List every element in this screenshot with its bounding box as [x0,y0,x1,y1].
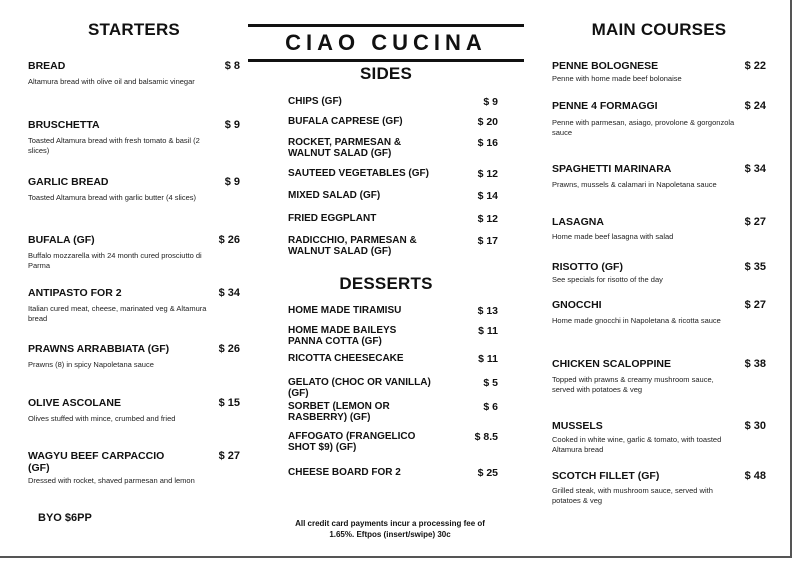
item-price: $ 13 [477,305,498,317]
item-price: $ 9 [483,96,498,108]
item-price: $ 48 [744,470,766,482]
item-name: CHIPS (GF) [288,96,342,107]
item-price: $ 26 [218,343,240,355]
item-price: $ 27 [218,450,240,462]
item-price: $ 5 [483,377,498,389]
item-name: GNOCCHI [552,299,602,311]
item-description: Grilled steak, with mushroom sauce, served with potatoes & veg [552,486,713,505]
main-item [552,100,766,138]
item-name: BUFALA (GF) [28,234,95,246]
item-name: OLIVE ASCOLANE [28,397,121,409]
main-item [552,163,766,190]
main-item [552,420,766,455]
starter-item [28,397,240,424]
sides-heading: SIDES [359,64,413,83]
item-name: GELATO (CHOC OR VANILLA) (GF) [288,377,431,399]
side-item [288,137,498,159]
item-price: $ 34 [218,287,240,299]
item-description: Penne with parmesan, asiago, provolone & gorgonzola sauce [552,118,735,137]
side-item [288,213,498,224]
item-price: $ 8 [224,60,240,72]
starter-item [28,287,240,324]
item-price: $ 30 [744,420,766,432]
main-item [552,299,766,326]
item-name: PRAWNS ARRABBIATA (GF) [28,343,170,355]
item-price: $ 8.5 [474,431,498,443]
byo-note: BYO $6PP [38,512,92,524]
item-price: $ 24 [744,100,766,112]
item-price: $ 38 [744,358,766,370]
starter-item [28,60,240,87]
item-name: SORBET (LEMON OR RASBERRY) (GF) [288,401,390,423]
item-description: Italian cured meat, cheese, marinated veg & Altamura bread [28,304,207,323]
item-price: $ 15 [218,397,240,409]
item-name: BREAD [28,60,66,72]
item-name: BUFALA CAPRESE (GF) [288,116,403,127]
side-item [288,96,498,107]
item-name: RISOTTO (GF) [552,261,623,273]
item-name: MIXED SALAD (GF) [288,190,381,201]
main-item [552,358,766,395]
item-price: $ 16 [477,137,498,149]
item-name: AFFOGATO (FRANGELICO SHOT $9) (GF) [288,431,416,453]
item-name: HOME MADE BAILEYS PANNA COTTA (GF) [288,325,397,347]
item-name: CHICKEN SCALOPPINE [552,358,672,370]
dessert-item [288,353,498,364]
item-name: SAUTEED VEGETABLES (GF) [288,168,429,179]
side-item [288,168,498,179]
item-name: BRUSCHETTA [28,119,100,131]
item-price: $ 34 [744,163,766,175]
item-description: Penne with home made beef bolonaise [552,74,682,83]
main-item [552,261,766,285]
restaurant-name: CIAO CUCINA [248,24,524,62]
item-price: $ 11 [478,325,498,337]
dessert-item [288,377,498,399]
item-price: $ 25 [477,467,498,479]
item-price: $ 12 [477,168,498,180]
item-price: $ 27 [744,216,766,228]
item-description: Cooked in white wine, garlic & tomato, with toasted Altamura bread [552,435,722,454]
dessert-item [288,325,498,347]
starter-item [28,343,240,370]
item-description: Topped with prawns & creamy mushroom sauce, served with potatoes & veg [552,375,714,394]
item-description: Buffalo mozzarella with 24 month cured prosciutto di Parma [28,251,202,270]
item-price: $ 35 [744,261,766,273]
item-name: ROCKET, PARMESAN & WALNUT SALAD (GF) [288,137,402,159]
item-price: $ 20 [477,116,498,128]
item-description: Home made gnocchi in Napoletana & ricotta sauce [552,316,721,325]
item-name: SCOTCH FILLET (GF) [552,470,660,482]
starter-item [28,450,240,486]
item-name: CHEESE BOARD FOR 2 [288,467,401,478]
item-price: $ 12 [477,213,498,225]
item-name: ANTIPASTO FOR 2 [28,287,122,299]
item-description: Dressed with rocket, shaved parmesan and lemon [28,476,195,485]
item-name: FRIED EGGPLANT [288,213,377,224]
starters-heading: STARTERS [88,20,180,39]
item-name: HOME MADE TIRAMISU [288,305,402,316]
main-item [552,470,766,506]
item-description: Prawns, mussels & calamari in Napoletana sauce [552,180,717,189]
starter-item [28,176,240,203]
item-name: LASAGNA [552,216,604,228]
item-price: $ 22 [744,60,766,72]
desserts-heading: DESSERTS [339,274,433,293]
item-name: WAGYU BEEF CARPACCIO (GF) [28,450,165,474]
item-name: PENNE BOLOGNESE [552,60,659,72]
payment-note: All credit card payments incur a processing fee of 1.65%. Eftpos (insert/swipe) 30c [295,519,485,539]
item-description: Toasted Altamura bread with garlic butter (4 slices) [28,193,196,202]
item-description: Toasted Altamura bread with fresh tomato & basil (2 slices) [28,136,200,155]
item-name: PENNE 4 FORMAGGI [552,100,658,112]
dessert-item [288,431,498,453]
item-price: $ 11 [478,353,498,365]
side-item [288,190,498,201]
item-name: SPAGHETTI MARINARA [552,163,672,175]
starter-item [28,234,240,271]
item-description: Olives stuffed with mince, crumbed and fried [28,414,176,423]
item-price: $ 17 [477,235,498,247]
item-price: $ 9 [224,176,240,188]
item-price: $ 27 [744,299,766,311]
item-description: Prawns (8) in spicy Napoletana sauce [28,360,154,369]
starter-item [28,119,240,156]
item-price: $ 26 [218,234,240,246]
main-item [552,216,766,242]
item-description: Altamura bread with olive oil and balsamic vinegar [28,77,195,86]
mains-heading: MAIN COURSES [591,20,727,39]
item-price: $ 9 [224,119,240,131]
dessert-item [288,305,498,316]
dessert-item [288,401,498,423]
item-description: See specials for risotto of the day [552,275,663,284]
dessert-item [288,467,498,478]
item-name: MUSSELS [552,420,603,432]
item-price: $ 14 [477,190,498,202]
item-name: RICOTTA CHEESECAKE [288,353,404,364]
item-name: RADICCHIO, PARMESAN & WALNUT SALAD (GF) [288,235,417,257]
main-item [552,60,766,84]
item-description: Home made beef lasagna with salad [552,232,674,241]
side-item [288,235,498,257]
side-item [288,116,498,127]
item-price: $ 6 [483,401,498,413]
item-name: GARLIC BREAD [28,176,109,188]
